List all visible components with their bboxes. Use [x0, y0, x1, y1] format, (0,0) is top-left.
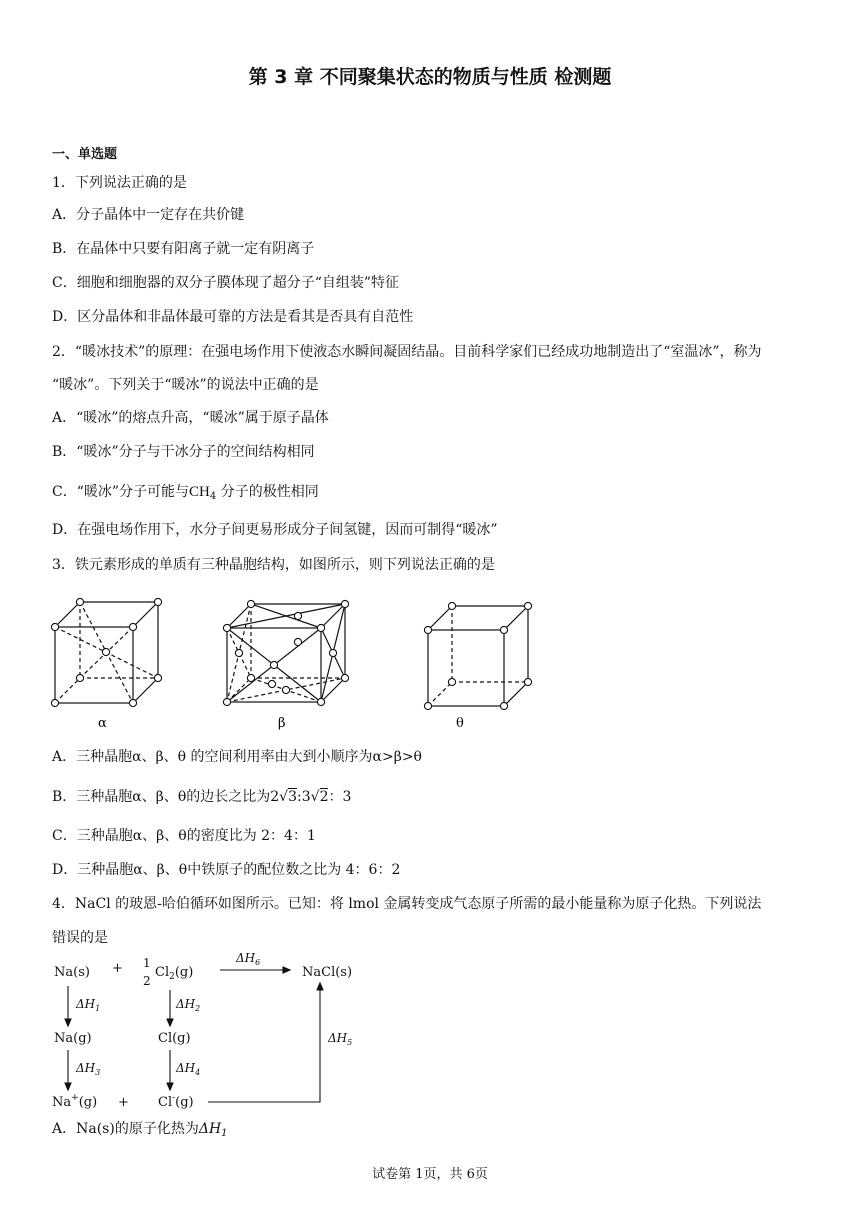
q2-option-a: A．“暖冰”的熔点升高，“暖冰”属于原子晶体 [52, 410, 329, 426]
theta-label: θ [456, 716, 464, 731]
q2-stem-line1: 2．“暖冰技术”的原理：在强电场作用下使液态水瞬间凝固结晶。目前科学家们已经成功地制造出了“室温冰”，称为 [52, 344, 762, 360]
q3-stem: 3．铁元素形成的单质有三种晶胞结构，如图所示，则下列说法正确的是 [52, 557, 495, 573]
dh2-label: $\Delta H_2$ [176, 997, 201, 1013]
q3-option-b [52, 788, 351, 806]
na-gas-label: Na(g) [54, 1031, 92, 1046]
q3-option-b-prefix: B．三种晶胞α、β、θ的边长之比为2 [52, 789, 280, 805]
q1-option-c: C．细胞和细胞器的双分子膜体现了超分子“自组装”特征 [52, 275, 400, 291]
q4-stem-line2: 错误的是 [52, 930, 108, 946]
theta-cell-diagram [428, 606, 528, 706]
page-footer: 试卷第 1页，共 6页 [372, 1167, 488, 1182]
half-denominator: 2 [143, 974, 151, 988]
q2-option-d: D．在强电场作用下，水分子间更易形成分子间氢键，因而可制得“暖冰” [52, 522, 498, 538]
q1-option-b: B．在晶体中只要有阳离子就一定有阴离子 [52, 241, 315, 257]
ch4-formula: CH [189, 484, 210, 500]
q3-option-d: D．三种晶胞α、β、θ中铁原子的配位数之比为 4：6：2 [52, 862, 401, 878]
q3-option-b-ratio: :3 [297, 789, 311, 805]
born-haber-cycle-diagram [50, 950, 370, 1115]
q3-option-b-suffix: ：3 [328, 789, 352, 805]
plus-sign-top: + [112, 961, 123, 976]
q2-option-b: B．“暖冰”分子与干冰分子的空间结构相同 [52, 444, 315, 460]
dh5-arrow [208, 988, 320, 1102]
q2-stem-line2: “暖冰”。下列关于“暖冰”的说法中正确的是 [52, 377, 319, 393]
dh5-label: $\Delta H_5$ [328, 1031, 353, 1047]
dh6-label: $\Delta H_6$ [236, 951, 261, 967]
ch4-subscript: 4 [209, 491, 217, 502]
q3-option-c: C．三种晶胞α、β、θ的密度比为 2：4：1 [52, 828, 316, 844]
nacl-solid-label: NaCl(s) [302, 965, 353, 980]
q1-option-d: D．区分晶体和非晶体最可靠的方法是看其是否具有自范性 [52, 309, 414, 325]
beta-label: β [278, 716, 286, 731]
q2-option-c [52, 483, 319, 506]
crystal-cells-figure [40, 590, 560, 738]
sqrt-3: √3 [279, 789, 298, 805]
alpha-label: α [98, 716, 107, 731]
dh4-label: $\Delta H_4$ [176, 1061, 201, 1077]
q4-option-a-text: A．Na(s)的原子化热为 [52, 1121, 199, 1137]
q1-stem: 1．下列说法正确的是 [52, 175, 187, 191]
page-title: 第 3 章 不同聚集状态的物质与性质 检测题 [248, 66, 612, 88]
cl-gas-label: Cl(g) [158, 1031, 191, 1046]
na-ion-label: Na+(g) [52, 1093, 98, 1110]
q3-option-a: A．三种晶胞α、β、θ 的空间利用率由大到小顺序为α>β>θ [52, 749, 422, 765]
na-solid-label: Na(s) [54, 965, 90, 980]
plus-sign-bottom: + [118, 1095, 129, 1110]
q1-option-a: A．分子晶体中一定存在共价键 [52, 207, 245, 223]
half-numerator: 1 [143, 956, 151, 970]
q2-option-c-suffix: 分子的极性相同 [220, 484, 319, 500]
cl2-label: $Cl_2(g)$ [155, 965, 194, 982]
q4-option-a-dh: ΔH [198, 1121, 222, 1137]
dh3-label: $\Delta H_3$ [76, 1061, 101, 1077]
sqrt-2: √2 [310, 789, 329, 805]
section-heading: 一、单选题 [52, 147, 118, 162]
cl-ion-label: Cl-(g) [158, 1093, 194, 1110]
q4-stem-line1: 4．NaCl 的玻恩-哈伯循环如图所示。已知：将 lmol 金属转变成气态原子所需的最小能量称为原子化热。下列说法 [52, 896, 762, 912]
q4-option-a-dh-sub: 1 [221, 1128, 228, 1139]
q2-option-c-prefix: C．“暖冰”分子可能与 [52, 484, 190, 500]
dh6-arrowhead [283, 967, 290, 973]
q4-option-a [52, 1120, 228, 1143]
dh1-label: $\Delta H_1$ [76, 997, 101, 1013]
